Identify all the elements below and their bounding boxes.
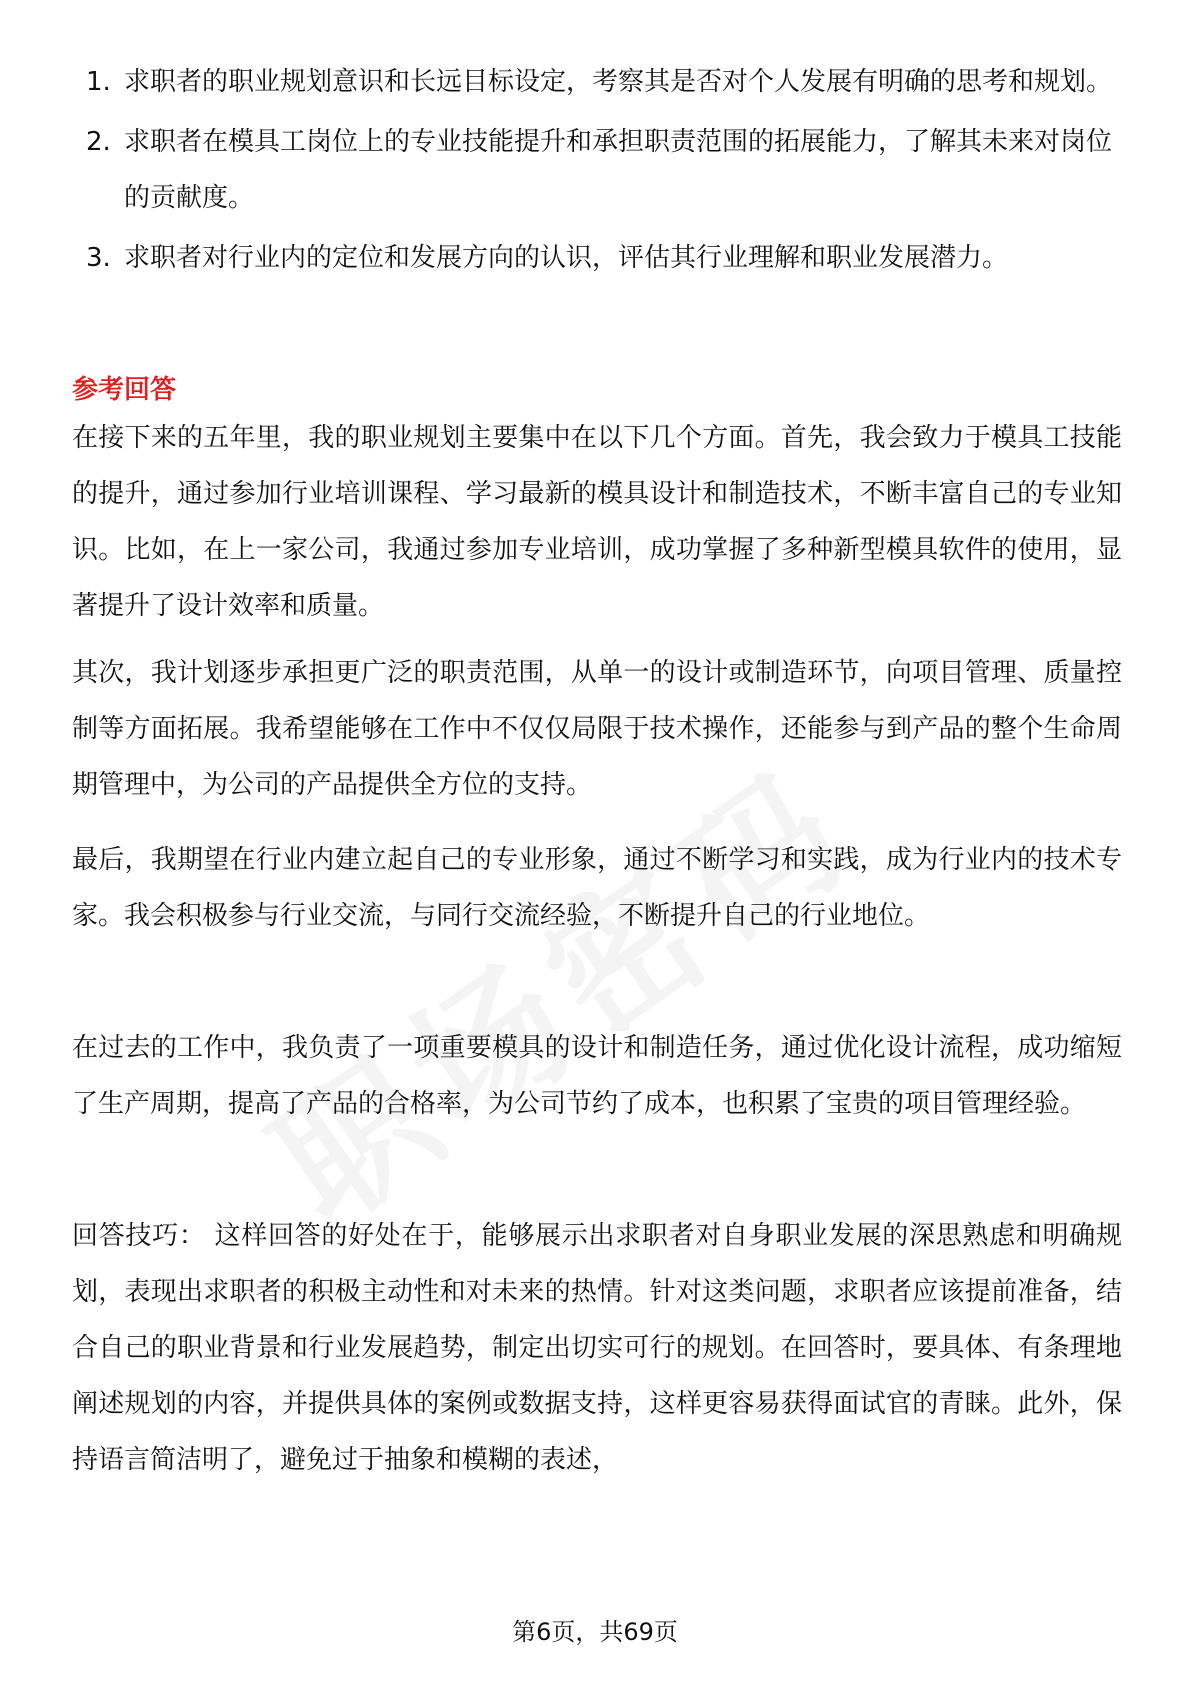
page-number-footer: 第6页，共69页 [512,1618,678,1646]
list-number: 2. [86,127,111,157]
list-number: 1. [86,67,111,97]
list-text: 求职者在模具工岗位上的专业技能提升和承担职责范围的拓展能力，了解其未来对岗位的贡献度。 [124,127,1113,213]
list-text: 求职者对行业内的定位和发展方向的认识，评估其行业理解和职业发展潜力。 [124,243,1009,273]
reference-answer-heading: 参考回答 [72,375,177,405]
answer-paragraph: 在接下来的五年里，我的职业规划主要集中在以下几个方面。首先，我会致力于模具工技能的提升，通过参加行业培训课程、学习最新的模具设计和制造技术，不断丰富自己的专业知识。比如，在上一家公司，我通过参加专业培训，成功掌握了多种新型模具软件的使用，显著提升了设计效率和质量。 [72,423,1122,621]
answer-paragraph: 最后，我期望在行业内建立起自己的专业形象，通过不断学习和实践，成为行业内的技术专家。我会积极参与行业交流，与同行交流经验，不断提升自己的行业地位。 [72,845,1122,931]
list-item [72,54,1122,110]
list-item [72,230,1122,286]
question-list [72,54,1122,290]
list-item [72,114,1122,226]
list-text: 求职者的职业规划意识和长远目标设定，考察其是否对个人发展有明确的思考和规划。 [124,67,1113,97]
answer-paragraph: 其次，我计划逐步承担更广泛的职责范围，从单一的设计或制造环节，向项目管理、质量控制等方面拓展。我希望能够在工作中不仅仅局限于技术操作，还能参与到产品的整个生命周期管理中，为公司的产品提供全方位的支持。 [72,658,1122,800]
list-number: 3. [86,243,111,273]
answer-tips-paragraph: 回答技巧： 这样回答的好处在于，能够展示出求职者对自身职业发展的深思熟虑和明确规划，表现出求职者的积极主动性和对未来的热情。针对这类问题，求职者应该提前准备，结合自己的职业背景和行业发展趋势，制定出切实可行的规划。在回答时，要具体、有条理地阐述规划的内容，并提供具体的案例或数据支持，这样更容易获得面试官的青睐。此外，保持语言简洁明了，避免过于抽象和模糊的表述， [72,1221,1122,1475]
answer-paragraph: 在过去的工作中，我负责了一项重要模具的设计和制造任务，通过优化设计流程，成功缩短了生产周期，提高了产品的合格率，为公司节约了成本，也积累了宝贵的项目管理经验。 [72,1033,1122,1119]
